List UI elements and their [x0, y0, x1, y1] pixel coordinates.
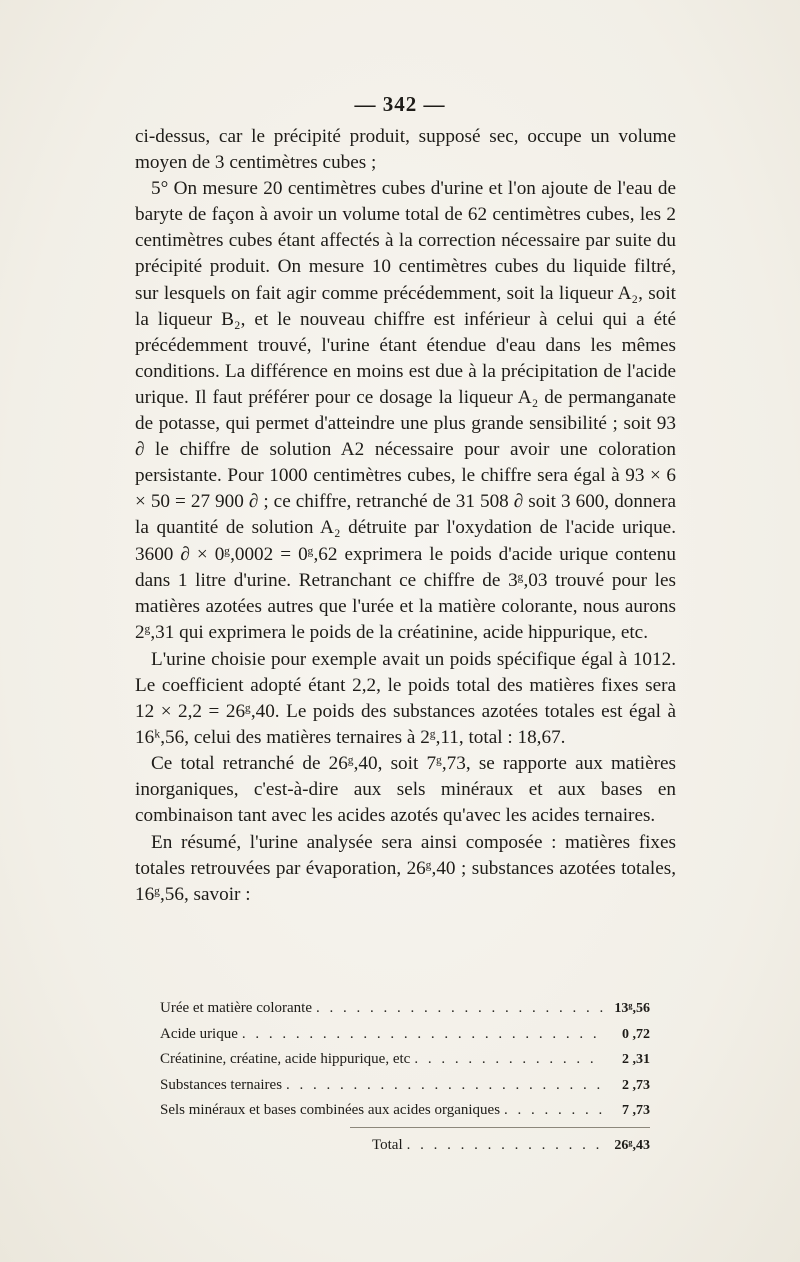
total-rule — [350, 1127, 650, 1128]
body-text — [135, 124, 676, 908]
paragraph-step-5: 5° On mesure 20 centimètres cubes d'urine et l'on ajoute de l'eau de baryte de façon à avoir un volume total de 62 centimètres cubes, les 2 centimètres cubes étant affectés à la correction nécessaire par suite du précipité produit. On mesure 10 centimètres cubes du liquide filtré, sur lesquels on fait agir comme précédemment, soit la liqueur A₂, soit la liqueur B₂, et le nouveau chiffre est inférieur à celui qui a été précédemment trouvé, l'urine étant étendue d'eau dans les mêmes conditions. La différence en moins est due à la précipitation de l'acide urique. Il faut préférer pour ce dosage la liqueur A₂ de permanganate de potasse, qui permet d'atteindre une plus grande sensibilité ; soit 93 ∂ le chiffre de solution A2 nécessaire pour avoir une coloration persistante. Pour 1000 centimètres cubes, le chiffre sera égal à 93 × 6 × 50 = 27 900 ∂ ; ce chiffre, retranché de 31 508 ∂ soit 3 600, donnera la quantité de solution A₂ détruite par l'oxydation de l'acide urique. 3600 ∂ × 0ᵍ,0002 = 0ᵍ,62 exprimera le poids d'acide urique contenu dans 1 litre d'urine. Retranchant ce chiffre de 3ᵍ,03 trouvé pour les matières azotées autres que l'urée et la matière colorante, nous aurons 2ᵍ,31 qui exprimera le poids de la créatinine, acide hippurique, etc. — [135, 178, 676, 643]
summary-row-value: 13ᵍ,56 — [614, 1001, 650, 1016]
summary-total-row — [160, 1133, 650, 1159]
leader-dots — [316, 996, 604, 1021]
summary-row — [160, 1073, 650, 1099]
summary-row — [160, 996, 650, 1022]
summary-row-label: Créatinine, créatine, acide hippurique, etc — [160, 1051, 411, 1068]
summary-total-label: Total — [372, 1136, 403, 1153]
paragraph-summary-intro: En résumé, l'urine analysée sera ainsi composée : matières fixes totales retrouvées par évaporation, 26ᵍ,40 ; substances azotées totales, 16ᵍ,56, savoir : — [135, 831, 676, 905]
summary-row — [160, 1098, 650, 1124]
summary-row-label: Urée et matière colorante — [160, 1000, 312, 1016]
summary-row-label: Acide urique — [160, 1025, 238, 1042]
composition-summary-table — [160, 996, 650, 1159]
summary-total-value: 26ᵍ,43 — [614, 1137, 650, 1153]
page-number: — 342 — — [354, 92, 446, 116]
paragraph-inorganic-total: Ce total retranché de 26ᵍ,40, soit 7ᵍ,73, se rapporte aux matières inorganiques, c'est-à-dire aux sels minéraux et aux bases en combinaison tant avec les acides azotés qu'avec les acides ternaires. — [135, 753, 676, 827]
leader-dots — [242, 1022, 604, 1047]
summary-row-value: 2 ,73 — [622, 1077, 650, 1093]
summary-row-value: 7 ,73 — [622, 1103, 650, 1119]
summary-row-label: Sels minéraux et bases combinées aux acides organiques — [160, 1102, 501, 1119]
summary-row — [160, 1022, 650, 1048]
summary-row-value: 2 ,31 — [622, 1052, 650, 1068]
summary-row-label: Substances ternaires — [160, 1076, 283, 1093]
leader-dots — [407, 1133, 604, 1158]
leader-dots — [504, 1098, 604, 1123]
summary-row-value: 0 ,72 — [622, 1026, 650, 1042]
paragraph-continuation: ci-dessus, car le précipité produit, supposé sec, occupe un volume moyen de 3 centimètres cubes ; — [135, 126, 676, 174]
leader-dots — [286, 1073, 604, 1098]
summary-row — [160, 1047, 650, 1073]
leader-dots — [414, 1047, 604, 1072]
paragraph-example-urine: L'urine choisie pour exemple avait un poids spécifique égal à 1012. Le coefficient adopté étant 2,2, le poids total des matières fixes sera 12 × 2,2 = 26ᵍ,40. Le poids des substances azotées totales est égal à 16ᵏ,56, celui des matières ternaires à 2ᵍ,11, total : 18,67. — [135, 648, 676, 749]
